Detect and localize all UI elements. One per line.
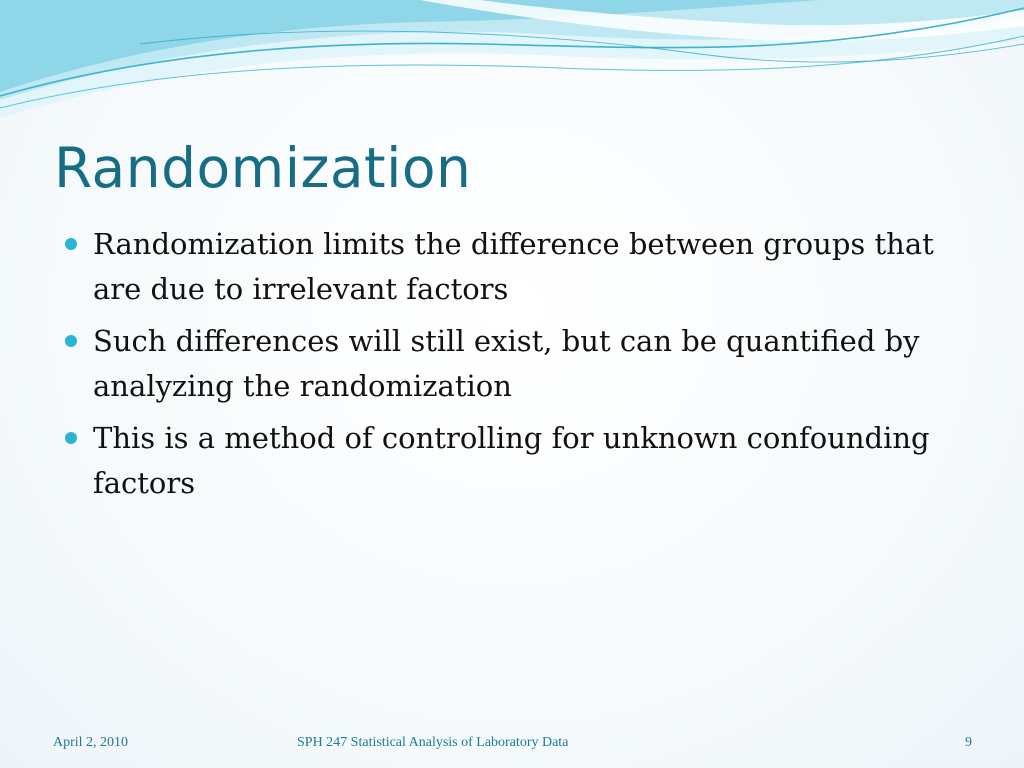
slide-number: 9 — [965, 735, 972, 750]
bullet-list — [62, 222, 962, 513]
decorative-wave-header — [0, 0, 1024, 130]
bullet-text: Such differences will still exist, but can be quantified by analyzing the randomization — [93, 324, 920, 403]
footer-course-title: SPH 247 Statistical Analysis of Laboratory Data — [297, 735, 569, 750]
bullet-item — [62, 416, 962, 506]
bullet-item — [62, 319, 962, 409]
bullet-text: This is a method of controlling for unknown confounding factors — [93, 421, 930, 500]
bullet-point-icon — [65, 335, 77, 347]
bullet-point-icon — [65, 238, 77, 250]
bullet-item — [62, 222, 962, 312]
slide-title: Randomization — [54, 136, 472, 200]
footer-date: April 2, 2010 — [53, 735, 129, 750]
bullet-point-icon — [65, 432, 77, 444]
bullet-text: Randomization limits the difference between groups that are due to irrelevant factors — [93, 227, 934, 306]
